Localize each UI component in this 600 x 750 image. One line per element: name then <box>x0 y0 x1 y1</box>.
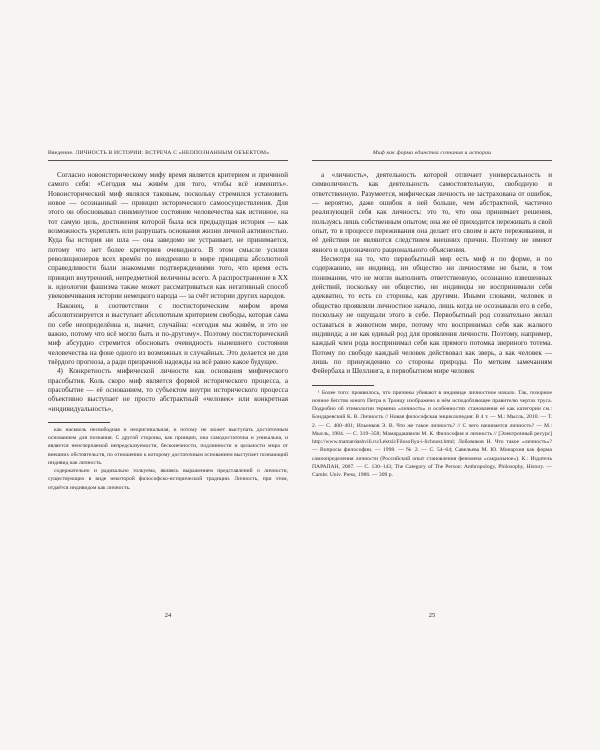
running-head-right: Миф как форма единства сознания и истории <box>312 150 552 161</box>
paragraph: 4) Конкретность мифической личности как основания мифического прасобытия. Коль скоро миф является формой исторического процесса, а прасобытие — её основанием, то субъектом внутри исторического процесса объективно выступает не просто абстрактный «человек» или конкретная «индивидуальность», <box>48 367 288 413</box>
left-body-text <box>48 171 288 414</box>
right-footnotes <box>312 389 552 480</box>
right-page <box>312 150 552 740</box>
left-footnotes <box>48 426 288 492</box>
paragraph: Несмотря на то, что первобытный мир есть миф и по форме, и по содержанию, ни индивид, ни общество ни личностями не были, в том понимании, что не могли выполнять ответственную, осознанно взвешенных действий, поскольку ни общество, ни индивиды не воспринимали себя адекватно, то есть со стороны, как другими. Иными словами, человек и общество проявляли личностное начало, лишь когда не осознавали его в себе, поскольку не ощущали этого в себе. Первобытный род сознательно желал оставаться в животном мире, потому что воспринимал себя как жалкого индивида; а не как единый род для проявления личности. Поэтому, например, каждый член рода воспринимал себя как прямого потомка звериного тотема. Потому по свободе каждый человек действовал как зверь, а как человек — лишь по принуждению со стороны природы. По метким замечаниям Фейербаха и Шеллинга, в первобытном мире человек <box>312 255 552 376</box>
footnote-rule <box>48 422 110 423</box>
footnote-line: как насквозь несвободная и неоригинальная, и потому не может выступать достаточным основанием для познания. С другой стороны, как принцип, она самодостаточна и уникальна, и является неисчерпаемой непредсказуемости, бесконечности, подлинности и цельности мира от внешних обстоятельств, по отношению к которому достаточным основанием выступает познающий индивид как личность. <box>48 426 288 466</box>
footnote-line: содержательно и радикально толкуема, являясь выражением представлений о личности, существующих в виде некоторой философско-исторической традиции. Личность, при этом, отдаётся индивидом как личность. <box>48 468 288 491</box>
paragraph: Наконец, в соответствии с постисторическим мифом время абсолютизируется и выступает абсолютным критерием свободы, которая сама по себе неопределённа и, значит, случайна: «сегодня мы живём, и это не важно, потому что всё могло быть и по-другому». Поэтому постисторический миф абсурдно стремится обосновать очевидность нынешнего состояния человечества на фоне одного из возможных и случайных. Это делается не для твёрдого прогноза, а ради призрачной надежды на всё равно какое будущее. <box>48 301 288 366</box>
paragraph: Согласно новоисторическому мифу время является критерием и причиной самого себя: «Сегодня мы живём для того, чтобы всё изменить». Новоисторический миф являлся таковым, поскольку стремился установить новое — осознанный — принцип исторического самоосуществления. Для этого он обосновывал синкмнутное состояние человечества как истинное, на тот самую цель, достижения которой была вся предыдущая история — как возможность укреплять или разрушать основания жизни личной активностью. Куда бы история ни шла — она заведомо не устраивает, не принимается, потому что нет более критериев очевидного. В этом смысле усилия революционеров всех времён по внедрению в мире принципа абсолютной справедливости были знакомыми подтверждениями того, что время есть принцип внутренний, непредметной величины всего. А распространение в XX в. идеологии фашизма также может рассматриваться как негативный способ увековечивания истории немецкого народа — за счёт истории других народов. <box>48 171 288 301</box>
page-number-right: 25 <box>428 612 436 619</box>
right-body-text <box>312 171 552 377</box>
footnote-rule <box>312 385 374 386</box>
running-head-left: Введение. ЛИЧНОСТЬ В ИСТОРИИ: ВСТРЕЧА С «НЕОПОЗНАННЫМ ОБЪЕКТОМ» <box>48 150 288 161</box>
footnote-line: ¹ Более того: проявилось, что причины убивают в индивиде личностное начало. Так, позорное ночное бегство юного Петра в Троицу изображено в нём исподобляющее правителю чертах труса. Подробно об этимологии термина «личность» и особенностях становления её как категории см.: Бондаревский К. В. Личность // Новая философская энциклопедия: В 4 т. — М.: Мысль, 2010. — Т. 2. — С. 400–401; Ильенков Э. В. Что же такое личность? // С чего начинается личность? — М.: Мысль, 1984. — С. 319–358; Мамардашвили М. К. Философия и личность // [Электронный ресурс] http://www.mamardashvili.ru/Lektsii/Filosofiya-i-lichnost.html; Лобовиков Н. Что такое «личность»? — Вопросы философии. — 1998. — № 2. — С. 54–64; Савельева М. Ю. Монархия как форма самоопределения личности (Российский опыт становления феномена «сакральное»). К.: Издатель ПАРАПАН, 2007. — С. 130–143; The Category of The Person: Anthropology, Philosophy, History. — Cambr. Univ. Press, 1986. — 309 p. <box>312 389 552 479</box>
paragraph: а «личность», деятельность которой отличает универсальность и символичность как деятельность самостоятельную, свободную и ответственную. Разумеется, мифическая личность не застрахована от ошибок, — вероятно, даже ошибок в ней больше, чем абстрактной, частично реализующей себя как личность: это то, что она принимает решения, пользуясь лишь собственным опытом; она же её приходится переживать в свой опыт, то в процессе переживания она делает его своим в акте переживания, и её действия не являются следствием внешних причин. Поэтому не имеют явного и однозначного рационального объяснения. <box>312 171 552 254</box>
page-number-left: 24 <box>164 612 172 619</box>
left-page <box>48 150 288 740</box>
